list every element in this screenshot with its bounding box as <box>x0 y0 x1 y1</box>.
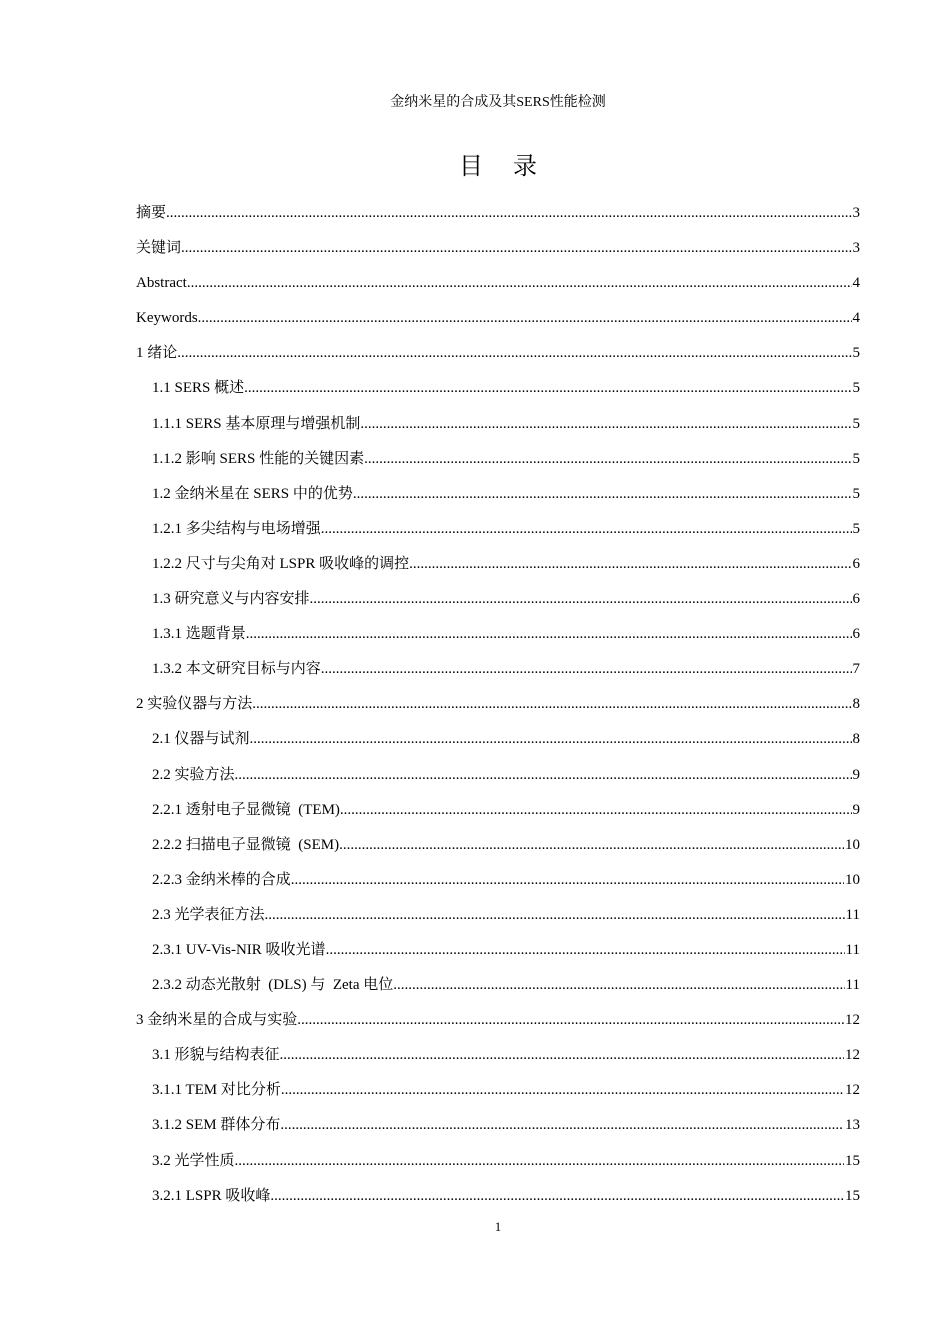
leader-dots <box>181 236 851 260</box>
toc-entry-page: 5 <box>852 520 860 537</box>
toc-entry-page: 15 <box>845 1152 860 1169</box>
toc-entry-page: 3 <box>852 240 860 257</box>
toc-entry[interactable] <box>136 1149 860 1184</box>
toc-entry-label: 1.1.2 影响 SERS 性能的关键因素 <box>152 450 365 467</box>
leader-dots <box>250 727 852 751</box>
toc-entry[interactable] <box>136 1184 860 1219</box>
toc-entry[interactable] <box>136 447 860 482</box>
leader-dots <box>187 271 852 295</box>
leader-dots <box>393 973 844 997</box>
leader-dots <box>198 306 852 330</box>
toc-entry-page: 5 <box>852 450 860 467</box>
page-number: 1 <box>494 1219 502 1234</box>
leader-dots <box>291 868 844 892</box>
toc-entry[interactable] <box>136 271 860 306</box>
toc-entry[interactable] <box>136 306 860 341</box>
toc-entry[interactable] <box>136 1078 860 1113</box>
toc-entry-label: 1.1 SERS 概述 <box>152 380 245 397</box>
toc-entry-page: 10 <box>845 836 860 853</box>
toc-entry-page: 8 <box>852 696 860 713</box>
toc-entry-label: 3.1 形貌与结构表征 <box>152 1047 280 1064</box>
leader-dots <box>166 201 851 225</box>
leader-dots <box>340 798 852 822</box>
toc-entry[interactable] <box>136 727 860 762</box>
toc-entry-label: 1.2.2 尺寸与尖角对 LSPR 吸收峰的调控 <box>152 555 410 572</box>
leader-dots <box>353 482 852 506</box>
toc-entry-label: 摘要 <box>136 205 167 221</box>
toc-entry[interactable] <box>136 1008 860 1043</box>
leader-dots <box>339 833 844 857</box>
leader-dots <box>364 447 851 471</box>
toc-entry[interactable] <box>136 973 860 1008</box>
toc-entry-label: 3.1.2 SEM 群体分布 <box>152 1117 281 1134</box>
running-header: 金纳米星的合成及其SERS性能检测 <box>390 95 606 110</box>
leader-dots <box>297 1008 844 1032</box>
leader-dots <box>409 552 851 576</box>
leader-dots <box>321 657 852 681</box>
toc-entry-page: 12 <box>845 1047 860 1064</box>
leader-dots <box>281 1078 844 1102</box>
toc-entry-page: 8 <box>852 731 860 748</box>
toc-entry-label: 1.3 研究意义与内容安排 <box>152 591 310 608</box>
toc-entry-page: 10 <box>845 871 860 888</box>
toc-entry-label: 2 实验仪器与方法 <box>136 696 253 713</box>
toc-entry-label: 2.2.2 扫描电子显微镜 (SEM) <box>152 836 340 853</box>
toc-entry-page: 4 <box>852 310 860 327</box>
toc-entry-page: 5 <box>852 415 860 432</box>
toc-entry-label: 3.2 光学性质 <box>152 1152 235 1169</box>
toc-entry-page: 15 <box>845 1187 860 1204</box>
toc-entry-label: 1.1.1 SERS 基本原理与增强机制 <box>152 415 361 432</box>
toc-entry-page: 3 <box>852 205 860 221</box>
toc-entry[interactable] <box>136 903 860 938</box>
toc-entry-page: 11 <box>845 977 860 994</box>
leader-dots <box>252 692 851 716</box>
leader-dots <box>235 763 852 787</box>
toc-entry-page: 5 <box>852 380 860 397</box>
leader-dots <box>310 587 852 611</box>
toc-entry[interactable] <box>136 482 860 517</box>
toc-entry[interactable] <box>136 236 860 271</box>
toc-entry-page: 9 <box>852 766 860 783</box>
leader-dots <box>265 903 845 927</box>
toc-entry[interactable] <box>136 376 860 411</box>
toc-entry[interactable] <box>136 201 860 236</box>
toc-entry[interactable] <box>136 798 860 833</box>
toc-entry-page: 6 <box>852 626 860 643</box>
toc-entry[interactable] <box>136 412 860 447</box>
leader-dots <box>246 622 852 646</box>
toc-entry-page: 6 <box>852 591 860 608</box>
toc-entry-page: 12 <box>845 1082 860 1099</box>
toc-entry[interactable] <box>136 341 860 376</box>
toc-entry-page: 12 <box>845 1012 860 1029</box>
leader-dots <box>177 341 851 365</box>
toc-entry-label: Abstract <box>136 275 187 292</box>
leader-dots <box>235 1149 844 1173</box>
toc-entry-label: 1.3.2 本文研究目标与内容 <box>152 661 321 678</box>
toc-entry-label: 1 绪论 <box>136 345 178 362</box>
leader-dots <box>270 1184 844 1208</box>
leader-dots <box>360 412 851 436</box>
toc-entry-page: 4 <box>852 275 860 292</box>
toc-entry[interactable] <box>136 763 860 798</box>
toc-title: 目录 <box>459 152 567 180</box>
toc-entry-page: 5 <box>852 345 860 362</box>
toc-entry[interactable] <box>136 938 860 973</box>
toc-entry[interactable] <box>136 622 860 657</box>
toc-entry-label: 3.1.1 TEM 对比分析 <box>152 1082 281 1099</box>
toc-entry[interactable] <box>136 868 860 903</box>
toc-entry-label: 2.2.3 金纳米棒的合成 <box>152 871 291 888</box>
toc-entry-label: 关键词 <box>136 240 182 257</box>
toc-entry[interactable] <box>136 657 860 692</box>
toc-entry-page: 11 <box>845 906 860 923</box>
toc-entry[interactable] <box>136 552 860 587</box>
leader-dots <box>244 376 851 400</box>
leader-dots <box>280 1113 844 1137</box>
toc-entry-page: 5 <box>852 485 860 502</box>
toc-entry[interactable] <box>136 1043 860 1078</box>
leader-dots <box>280 1043 844 1067</box>
toc-entry[interactable] <box>136 833 860 868</box>
toc-entry-label: 3.2.1 LSPR 吸收峰 <box>152 1187 271 1204</box>
toc-entry-label: 2.2 实验方法 <box>152 766 235 783</box>
toc-entry-label: 2.3.2 动态光散射 (DLS) 与 Zeta 电位 <box>152 977 394 994</box>
toc-entry-label: 1.3.1 选题背景 <box>152 626 246 643</box>
toc-entry-label: Keywords <box>136 310 198 327</box>
toc-entry-label: 1.2.1 多尖结构与电场增强 <box>152 520 321 537</box>
toc-entry-page: 7 <box>852 661 860 678</box>
toc-entry-page: 6 <box>852 555 860 572</box>
toc-entry[interactable] <box>136 1113 860 1148</box>
toc-entry-label: 2.3.1 UV-Vis-NIR 吸收光谱 <box>152 941 326 958</box>
toc-entry[interactable] <box>136 517 860 552</box>
toc-entry-label: 3 金纳米星的合成与实验 <box>136 1012 298 1029</box>
toc-entry-label: 1.2 金纳米星在 SERS 中的优势 <box>152 485 353 502</box>
leader-dots <box>321 517 852 541</box>
toc-entry-page: 9 <box>852 801 860 818</box>
toc-entry-label: 2.1 仪器与试剂 <box>152 731 250 748</box>
toc-entry-label: 2.3 光学表征方法 <box>152 906 265 923</box>
leader-dots <box>326 938 845 962</box>
toc-entry[interactable] <box>136 587 860 622</box>
toc-entry[interactable] <box>136 692 860 727</box>
table-of-contents <box>136 201 860 1219</box>
toc-entry-page: 11 <box>845 941 860 958</box>
toc-entry-page: 13 <box>845 1117 860 1134</box>
toc-entry-label: 2.2.1 透射电子显微镜 (TEM) <box>152 801 340 818</box>
